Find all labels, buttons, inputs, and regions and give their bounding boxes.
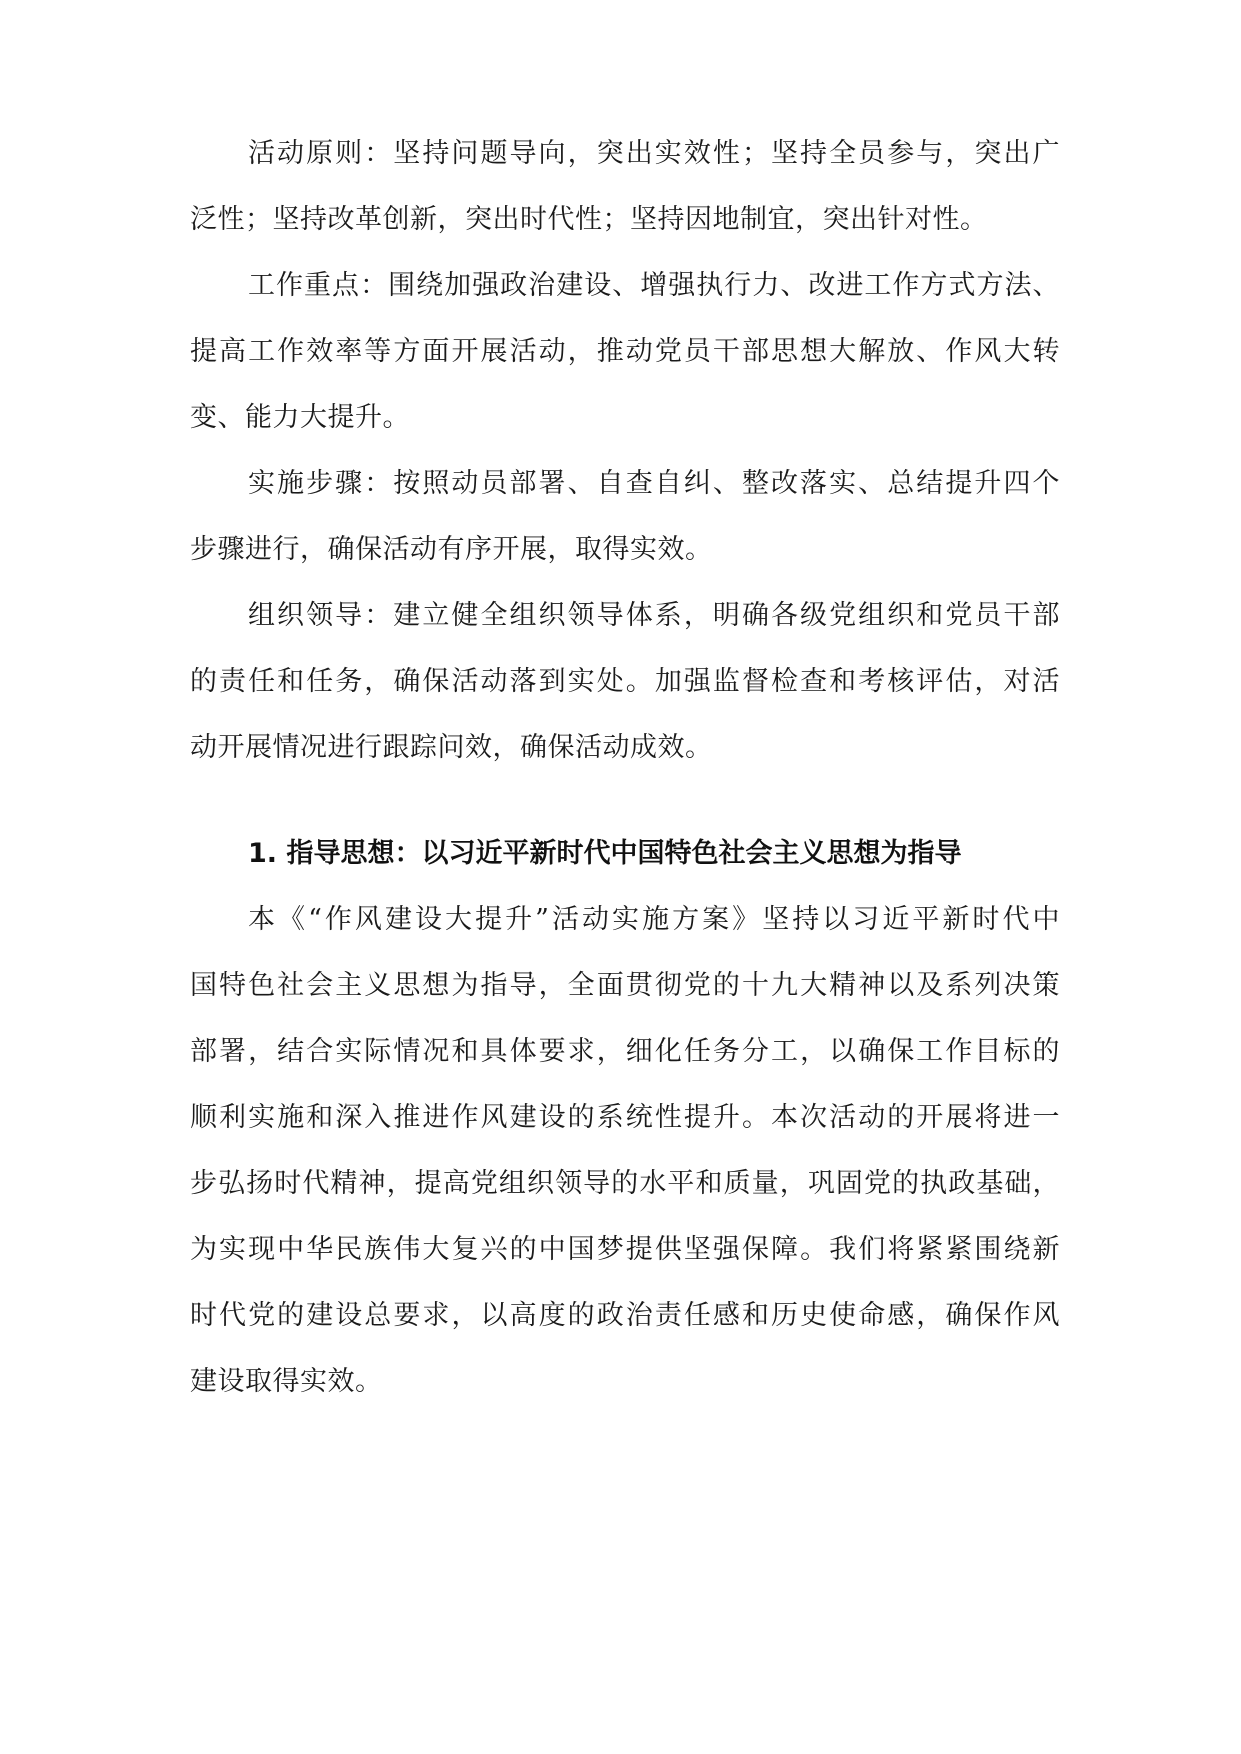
paragraph-line: 组织领导：建立健全组织领导体系，明确各级党组织和党员干部 <box>248 600 1060 631</box>
paragraph-line: 部署，结合实际情况和具体要求，细化任务分工，以确保工作目标的 <box>190 1036 1060 1067</box>
paragraph-line: 为实现中华民族伟大复兴的中国梦提供坚强保障。我们将紧紧围绕新 <box>190 1234 1060 1265</box>
paragraph-line: 步弘扬时代精神，提高党组织领导的水平和质量，巩固党的执政基础， <box>190 1168 1060 1199</box>
paragraph-line: 变、能力大提升。 <box>190 402 410 433</box>
paragraph-line: 动开展情况进行跟踪问效，确保活动成效。 <box>190 732 713 763</box>
paragraph-line: 本《“作风建设大提升”活动实施方案》坚持以习近平新时代中 <box>248 904 1060 935</box>
paragraph-line: 泛性；坚持改革创新，突出时代性；坚持因地制宜，突出针对性。 <box>190 204 988 235</box>
paragraph-line: 提高工作效率等方面开展活动，推动党员干部思想大解放、作风大转 <box>190 336 1060 367</box>
paragraph-line: 国特色社会主义思想为指导，全面贯彻党的十九大精神以及系列决策 <box>190 970 1060 1001</box>
paragraph-line: 的责任和任务，确保活动落到实处。加强监督检查和考核评估，对活 <box>190 666 1060 697</box>
paragraph-line: 活动原则：坚持问题导向，突出实效性；坚持全员参与，突出广 <box>248 138 1060 169</box>
paragraph-line: 步骤进行，确保活动有序开展，取得实效。 <box>190 534 713 565</box>
paragraph-line: 顺利实施和深入推进作风建设的系统性提升。本次活动的开展将进一 <box>190 1102 1060 1133</box>
paragraph-line: 时代党的建设总要求，以高度的政治责任感和历史使命感，确保作风 <box>190 1300 1060 1331</box>
paragraph-line: 工作重点：围绕加强政治建设、增强执行力、改进工作方式方法、 <box>248 270 1060 301</box>
paragraph-line: 实施步骤：按照动员部署、自查自纠、整改落实、总结提升四个 <box>248 468 1060 499</box>
paragraph-line: 建设取得实效。 <box>190 1366 383 1397</box>
section-heading: 1. 指导思想：以习近平新时代中国特色社会主义思想为指导 <box>248 838 962 869</box>
